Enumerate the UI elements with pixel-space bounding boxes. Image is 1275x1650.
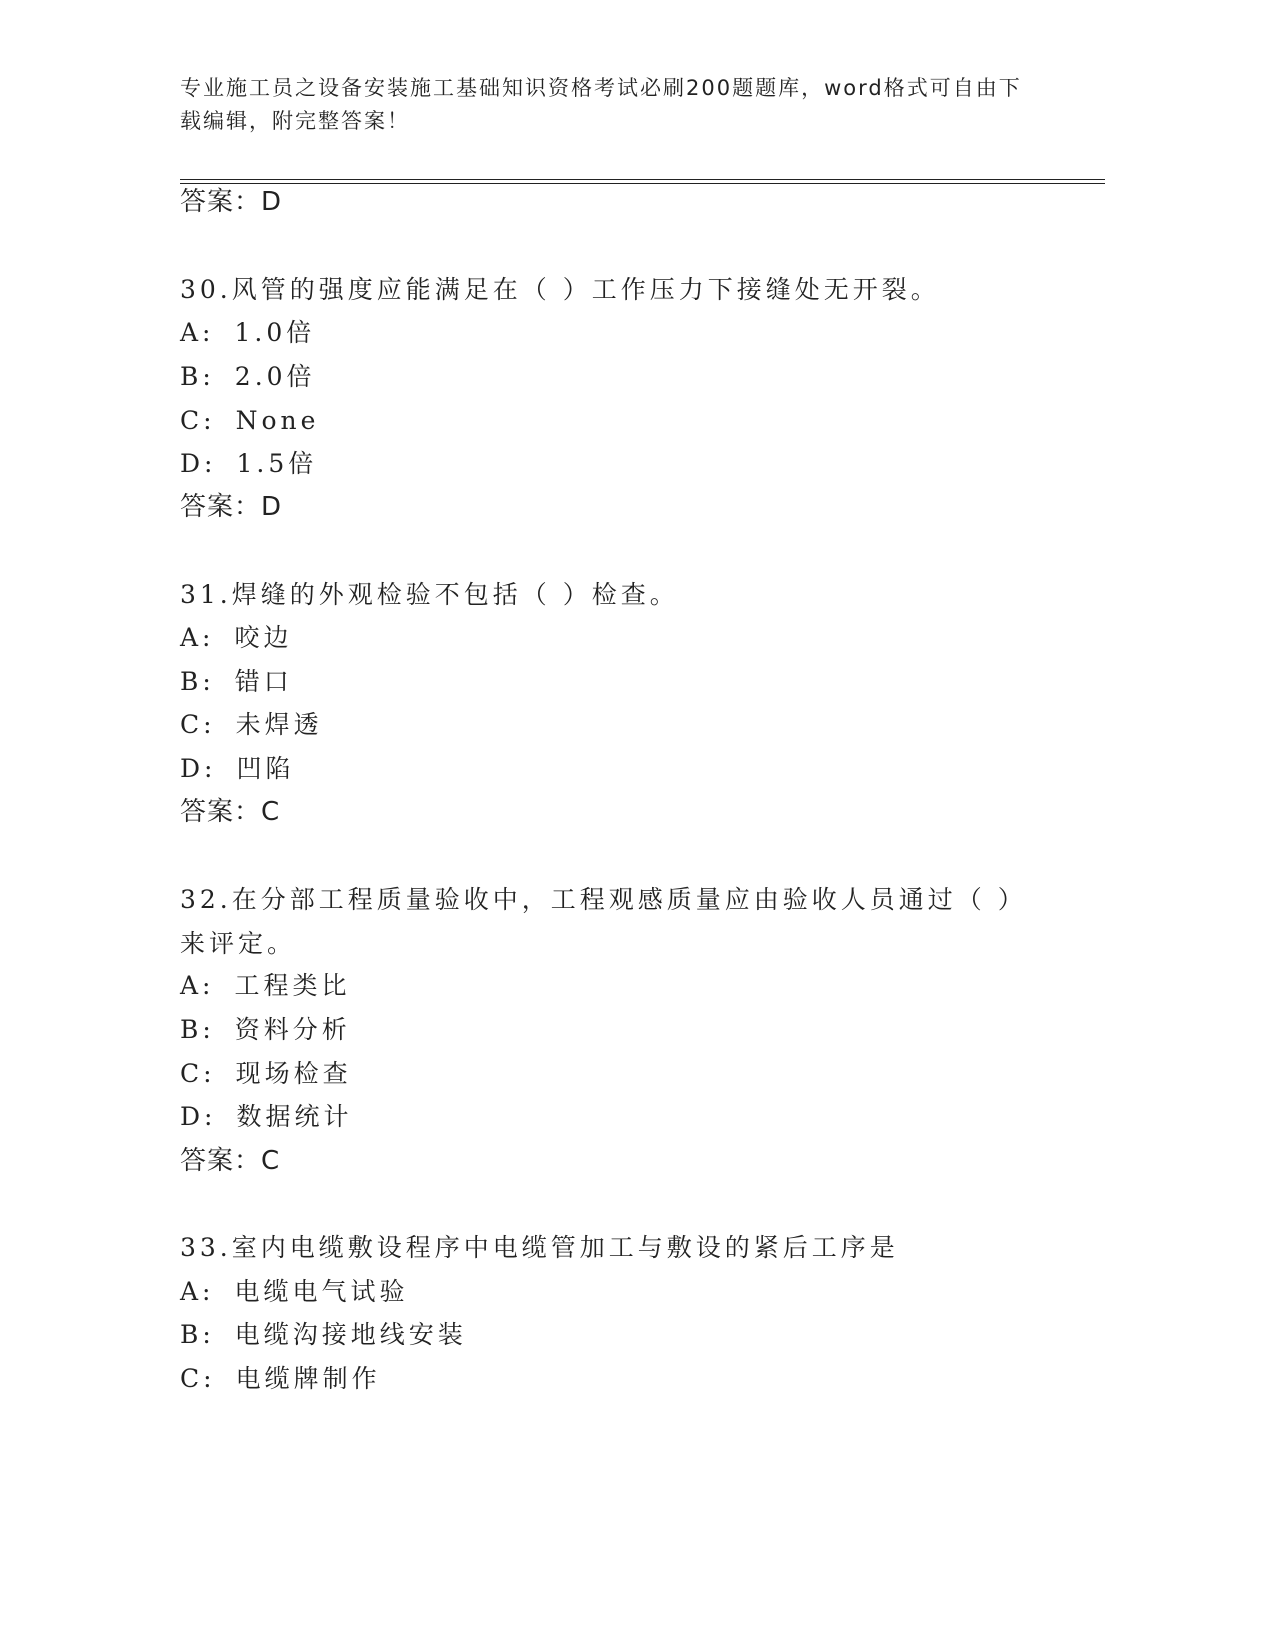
option-key: B: bbox=[180, 667, 215, 696]
answer-line bbox=[180, 185, 282, 219]
option-c bbox=[180, 1057, 352, 1091]
option-key: B: bbox=[180, 1015, 215, 1044]
option-key: A: bbox=[180, 1277, 215, 1306]
answer-prefix: 答案： bbox=[180, 187, 262, 217]
option-a bbox=[180, 621, 293, 655]
answer-prefix: 答案： bbox=[180, 492, 262, 522]
option-key: A: bbox=[180, 971, 215, 1000]
option-c bbox=[180, 404, 319, 438]
option-a bbox=[180, 969, 351, 1003]
document-header: 专业施工员之设备安装施工基础知识资格考试必刷200题题库，word格式可自由下载编辑，附完整答案！ bbox=[180, 76, 1022, 133]
option-b bbox=[180, 665, 293, 699]
option-text: 1.5倍 bbox=[236, 449, 318, 478]
answer-value: C bbox=[261, 1146, 281, 1176]
answer-value: D bbox=[261, 492, 283, 522]
option-d bbox=[180, 752, 294, 786]
answer-value: D bbox=[261, 187, 283, 217]
option-text: None bbox=[235, 406, 320, 435]
option-a bbox=[180, 316, 315, 350]
option-c bbox=[180, 1362, 381, 1396]
option-b bbox=[180, 360, 316, 394]
option-key: C: bbox=[180, 710, 216, 739]
option-d bbox=[180, 1100, 352, 1134]
option-c bbox=[180, 708, 323, 742]
option-text: 咬边 bbox=[234, 623, 293, 652]
header-divider bbox=[180, 179, 1105, 184]
answer-line bbox=[180, 490, 282, 524]
question-30: 30.风管的强度应能满足在（ ）工作压力下接缝处无开裂。 bbox=[180, 275, 940, 304]
question-31: 31.焊缝的外观检验不包括（ ）检查。 bbox=[180, 580, 679, 609]
answer-prefix: 答案： bbox=[180, 1146, 262, 1176]
option-key: D: bbox=[180, 1102, 217, 1131]
option-key: B: bbox=[180, 362, 215, 391]
answer-line bbox=[180, 1144, 280, 1178]
option-key: A: bbox=[180, 623, 215, 652]
option-key: D: bbox=[180, 449, 217, 478]
option-text: 电缆沟接地线安装 bbox=[234, 1320, 467, 1349]
option-text: 2.0倍 bbox=[234, 362, 316, 391]
option-key: C: bbox=[180, 1059, 216, 1088]
option-key: D: bbox=[180, 754, 217, 783]
option-text: 凹陷 bbox=[236, 754, 295, 783]
option-text: 错口 bbox=[234, 667, 293, 696]
question-33: 33.室内电缆敷设程序中电缆管加工与敷设的紧后工序是 bbox=[180, 1233, 899, 1262]
answer-value: C bbox=[261, 797, 281, 827]
option-key: C: bbox=[180, 1364, 216, 1393]
option-text: 1.0倍 bbox=[234, 318, 316, 347]
answer-line bbox=[180, 795, 280, 829]
question-32: 32.在分部工程质量验收中，工程观感质量应由验收人员通过（ ）来评定。 bbox=[180, 885, 1027, 958]
option-d bbox=[180, 447, 317, 481]
option-key: C: bbox=[180, 406, 216, 435]
option-key: B: bbox=[180, 1320, 215, 1349]
option-text: 工程类比 bbox=[234, 971, 351, 1000]
option-text: 现场检查 bbox=[235, 1059, 352, 1088]
answer-prefix: 答案： bbox=[180, 797, 262, 827]
option-text: 未焊透 bbox=[235, 710, 323, 739]
option-text: 电缆牌制作 bbox=[235, 1364, 381, 1393]
option-key: A: bbox=[180, 318, 215, 347]
option-text: 资料分析 bbox=[234, 1015, 351, 1044]
option-text: 电缆电气试验 bbox=[234, 1277, 409, 1306]
option-a bbox=[180, 1275, 409, 1309]
option-text: 数据统计 bbox=[236, 1102, 353, 1131]
option-b bbox=[180, 1013, 351, 1047]
option-b bbox=[180, 1318, 467, 1352]
